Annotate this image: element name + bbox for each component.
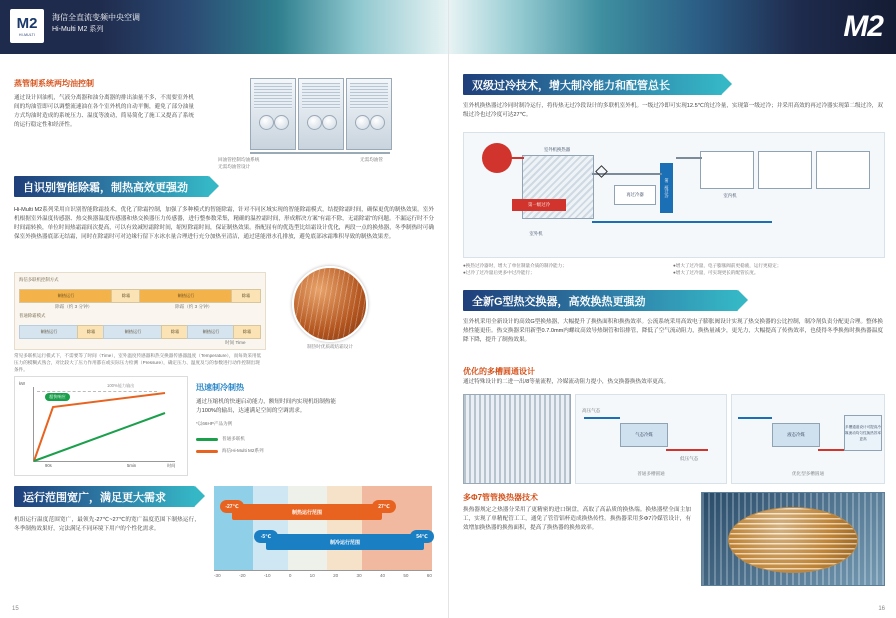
gantt-cell-defrost-2: 除霜 (231, 289, 261, 303)
subcool-legend (463, 262, 883, 276)
fast-response-note: *以66HP产品为例 (196, 421, 233, 426)
gantt2-cell-defrost-2: 除霜 (161, 325, 189, 339)
section-oil-body: 通过设计回油机，气液分离器和油分离器的排出油量不多，不需要室外机间的均油管即可以调整流速油在各个室外机的自动平衡，避免了部分油量方式均油时造成的系统压力、温度等波动，简易简化了施工又提高了系统的运行稳定性和经济性。 (14, 95, 194, 128)
tick-0: 0 (288, 573, 292, 578)
subsection-circuit-body: 通过特殊设计的二进一出/8等量流程，冷媒流动阻力提小，热交换器换热效率更高。 (463, 379, 670, 385)
indoor-unit-3 (816, 151, 870, 189)
section-oil-control (14, 78, 194, 130)
tick-20: 20 (333, 573, 339, 578)
optimized-caption: 优化型多槽圆通 (791, 471, 825, 476)
legend-item-3: ●增大了过冷量，电子膨胀阀前更稳液，运行更稳定； (673, 263, 782, 268)
right-header (449, 0, 896, 54)
second-stage-label: 第二级过冷 (660, 163, 673, 213)
standard-liquid-label: 低压气态 (680, 456, 699, 461)
operating-range-figure (214, 486, 432, 586)
page-subtitle: Hi-Multi M2 系列 (52, 26, 104, 33)
subcooler-label: 再过冷器 (614, 185, 656, 205)
gantt2-cell-heat-2: 制热运行 (103, 325, 163, 339)
heating-min-pill: -27℃ (220, 500, 244, 513)
gantt-note-1: 除霜（约 3 分钟） (55, 304, 93, 309)
cooling-max-pill: 54℃ (410, 530, 434, 543)
chart-label-normal: 普通除霜模式 (19, 313, 46, 318)
section-subcool-title: 双级过冷技术，增大制冷能力和配管总长 (463, 74, 722, 95)
chart-label-haixin: 海信多联机控制方式 (19, 277, 59, 282)
gantt-cell-heat-2: 制热运行 (139, 289, 233, 303)
valve-icon (595, 165, 608, 178)
cooling-min-pill: -5℃ (254, 530, 278, 543)
subsection-phi7-body: 换热器规定之热器分采用了更精密的进口铜盘，高取了高品质的换热端。换热器壁全面主加工，实现了单精配管工工，通免了管管铝杯造成换热传性。换热器采用多Φ7冷媒管设计，有效增加换热器的换热面积，提高了换热器的换热效率。 (463, 507, 691, 531)
gantt2-cell-defrost-3: 除霜 (233, 325, 261, 339)
optimized-note-box: 多槽通道设计可提高冷媒流动均匀性换热效率更高 (844, 415, 882, 451)
gantt-cell-defrost-1: 除霜 (111, 289, 141, 303)
tick--10: -10 (263, 573, 271, 578)
pipe-to-indoor (676, 157, 702, 159)
page-number-left: 15 (12, 606, 19, 612)
section-gtype-title: 全新G型热交换器，高效换热更强劲 (463, 290, 738, 311)
tick--30: -30 (214, 573, 221, 578)
coil-closeup (728, 507, 858, 573)
outdoor-unit-illustration (210, 70, 435, 169)
legend-item-1: ●换热过冷器时，增大了单位制量介质的制冷能力； (463, 263, 567, 268)
page-number-right: 16 (878, 606, 885, 612)
header-title-block (52, 12, 140, 35)
chart-xtick-2: 5min (127, 463, 137, 468)
hx-label: 室外机换热器 (543, 146, 571, 152)
standard-pipe-in (584, 417, 620, 419)
brand-logo-right: M2 (843, 10, 883, 43)
optimized-hx-box: 液态冷媒 (772, 423, 820, 447)
pipe-caption-left: 回油管控制均油系统 无需均油管设计 (218, 157, 260, 169)
gantt-cell-heat-1: 制热运行 (19, 289, 113, 303)
subsection-phi7-title: 多Φ7管管换热器技术 (463, 493, 539, 502)
tick-40: 40 (379, 573, 386, 578)
heating-max-pill: 27℃ (372, 500, 396, 513)
defrost-chart-caption: 常见多联机运行模式下，不需要等了时间（Time），室外温度传感器和热交换器传感器温度（Temperature），而每效采用低压力的模糊式熟合，对比较大了压力作用都在或实际压力检测（Pressure），确定压力、温度及与的参数进行动作控制出现条件。 (14, 353, 262, 372)
indoor-unit-1 (700, 151, 754, 189)
right-page (448, 0, 896, 618)
gantt2-cell-defrost-1: 除霜 (77, 325, 105, 339)
chart-target-label: 100%能力输出 (107, 383, 135, 388)
optimized-pipe-in (738, 417, 772, 419)
subcooling-diagram (463, 132, 885, 258)
standard-caption: 普通多槽圆通 (637, 471, 665, 476)
circuit-diagram-optimized (731, 394, 885, 484)
phi7-tube-photo (701, 492, 885, 586)
range-axis (214, 570, 432, 571)
section-range-body: 机组运行温度范围宽广，最领先-27℃~27℃的宽广温度范围下制热运行，冬季制热效果好，完法满足不同环境下用户的个性化需求。 (14, 517, 200, 532)
legend-m2 (196, 447, 336, 456)
tick-50: 50 (403, 573, 409, 578)
legend-normal-label: 普通多联机 (222, 436, 245, 441)
section-fast-response (196, 382, 336, 456)
compressor-icon (482, 143, 512, 173)
tick-60: 60 (426, 573, 432, 578)
section-defrost-title: 自识别智能除霜，制热高效更强劲 (14, 176, 209, 197)
outdoor-label: 室外机 (529, 230, 543, 236)
standard-hx-box: 气态冷媒 (620, 423, 668, 447)
outdoor-unit-c (346, 78, 392, 150)
standard-gas-label: 高压气态 (582, 408, 601, 413)
heating-range-band: 制热运行范围 (232, 504, 382, 520)
range-background (214, 486, 432, 570)
section-range-title: 运行范围宽广，满足更大需求 (14, 486, 195, 507)
pipe-suction (592, 221, 772, 223)
frost-photo-caption: 制热时优质疏结霜设计 (307, 344, 353, 349)
heat-exchanger-photo (463, 394, 571, 484)
frost-photo (292, 266, 368, 342)
circuit-diagram-standard (575, 394, 727, 484)
gantt2-cell-heat-3: 制热运行 (187, 325, 235, 339)
section-defrost-body: Hi-Multi M2系列采用自识别智能除霜技术，优化了除霜控制，加强了多种模式的智能除霜，针对不同区域实现的智能除霜模式，结提除霜时间，确保更优的制热效果。室外机根据室外温度传感器、热交换器温度传感器和热交换器压力传感器，进行整参数采集，精确的温控霜时间，形成解决方案“有霜不除，无霜除霜”的问题。不漏运行时不分时间霜转换，单位时间热霜霜间次提高，可以有效减短霜除时间，缩短除霜时间，保证制热效果。指配屈有的优选型比结霜设计优化，两段一点的换热器，冬季制热时可确保室外换热器底部无结霜，同时在除霜时可对边缘行留下水冰水量合理进行充分加热至清洁，通过延能滑水孔排放，避免底部冰霜堆积导致的制热效果差。 (14, 207, 434, 240)
legend-normal (196, 435, 336, 444)
range-ticks (214, 572, 432, 579)
outdoor-unit-a (250, 78, 296, 150)
section-subcool-body: 室外机换热器过冷同时制冷运行，将传热无过冷段设计的多联机室外机。一级过冷即可实现12.5℃的过冷量，实现第一级过冷；并采用高效的再过冷器实现第二级过冷，双级过冷也过冷度可达27℃。 (463, 103, 883, 118)
chart-badge: 超快响应 (45, 393, 70, 401)
left-header (0, 0, 448, 54)
indoor-label: 室内机 (723, 192, 737, 198)
chart-series-svg (15, 377, 187, 475)
page-title: 海信全直流变频中央空调 (52, 13, 140, 22)
first-stage-label: 第一级过冷 (512, 199, 566, 211)
legend-item-2: ●过冷了过冷量后更多中过冷能行； (463, 270, 535, 275)
logo-subtext: HI-MULTI (18, 32, 36, 37)
section-oil-title: 蒸管制系统两均油控制 (14, 79, 94, 88)
logo (10, 9, 44, 43)
standard-pipe-out (666, 449, 708, 451)
tick--20: -20 (238, 573, 246, 578)
subsection-circuit-title: 优化的多槽圆通设计 (463, 367, 535, 376)
pipe-caption-right: 无需均油管 (360, 157, 383, 162)
logo-text: M2 (16, 14, 38, 32)
defrost-timeline-chart (14, 272, 266, 350)
fast-response-body: 通过压缩机的快速启动能力，额短时间内实现机组制热能力100%的输出，达速满足空间的空调需求。 (196, 399, 336, 414)
fast-response-title: 迅速制冷制热 (196, 383, 244, 392)
outdoor-unit-b (298, 78, 344, 150)
legend-m2-label: 海信Hi-Multi M2系列 (222, 448, 264, 453)
gantt-note-2: 除霜（约 3 分钟） (175, 304, 213, 309)
pipe-discharge (510, 157, 524, 159)
chart-xtick-1: 90s (45, 463, 52, 468)
legend-item-4: ●增大了过冷量，可实现更长的配管长度。 (673, 270, 759, 275)
tick-10: 10 (309, 573, 315, 578)
fast-response-chart (14, 376, 188, 476)
section-gtype-body: 室外机采用全新设计的高效G型换热器，大幅提升了换热面积和换热效率。公流系统采用高效电子膨胀阀设计实现了热交换器的公比控制，制冷剂负责分配更合理。整体换热性能更佳。热交换器采用新型0.7.0mm内螺纹高效导热铜管和铝排管，降低了空气流动阻力，换热量减少，更光力，大幅提高了传热效率，也使得冬季换热时换热器温度降下降，提升了制热效果。 (463, 319, 883, 343)
gantt2-cell-heat-1: 制热运行 (19, 325, 79, 339)
gantt-axis-label: 时间 Time (225, 340, 246, 345)
connecting-pipe (250, 152, 390, 154)
cooling-range-band: 制冷运行范围 (266, 534, 424, 550)
chart-y-label: kW (19, 381, 26, 386)
tick-30: 30 (356, 573, 362, 578)
header-gradient-right (449, 0, 896, 54)
chart-x-label: 时间 (167, 463, 176, 468)
indoor-unit-2 (758, 151, 812, 189)
